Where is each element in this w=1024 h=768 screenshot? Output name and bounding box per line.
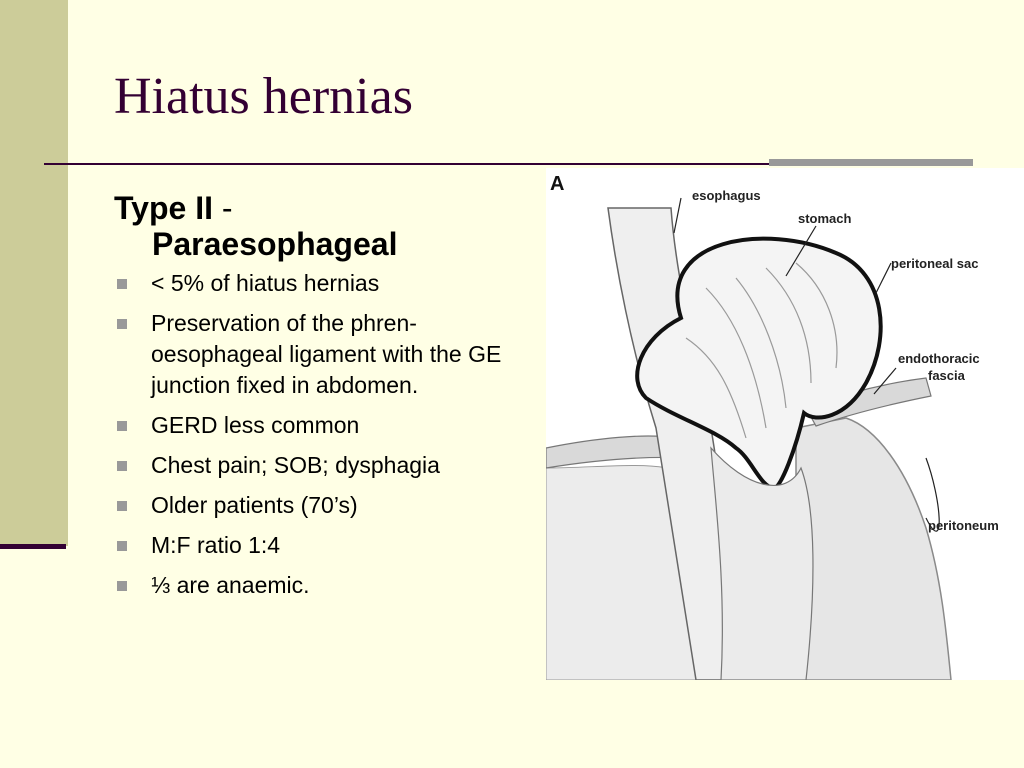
bullet-square-icon [117,501,127,511]
side-bar-line [0,544,66,549]
bullet-square-icon [117,279,127,289]
label-esophagus: esophagus [692,188,761,203]
heading-subtitle: Paraesophageal [152,226,398,262]
bullet-item [114,308,534,401]
bullet-square-icon [117,421,127,431]
bullet-square-icon [117,541,127,551]
bullet-text: Preservation of the phren-oesophageal ligament with the GE junction fixed in abdomen. [151,310,502,398]
bullet-square-icon [117,581,127,591]
bullet-text: M:F ratio 1:4 [151,532,281,558]
bullet-text: < 5% of hiatus hernias [151,270,380,296]
panel-letter: A [550,173,565,195]
side-bar [0,0,68,546]
slide-content [114,190,534,610]
title-rule-accent [769,159,973,166]
bullet-text: Chest pain; SOB; dysphagia [151,452,440,478]
peritoneum-wall [796,418,951,680]
bullet-square-icon [117,461,127,471]
section-heading [114,190,534,262]
leader-line [876,263,891,293]
label-stomach: stomach [798,211,852,226]
heading-type: Type II [114,190,213,226]
bullet-text: ⅓ are anaemic. [151,572,310,598]
label-endothoracic: endothoracic [898,351,980,366]
anatomy-illustration [546,168,1024,680]
bullet-square-icon [117,319,127,329]
bullet-item [114,570,534,601]
slide-title: Hiatus hernias [114,68,413,125]
hernia-diagram [546,168,1024,680]
label-fascia: fascia [928,368,965,383]
label-peritoneum: peritoneum [928,518,999,533]
label-peritoneal-sac: peritoneal sac [891,256,979,271]
bullet-item [114,490,534,521]
bullet-text: GERD less common [151,412,360,438]
bullet-item [114,530,534,561]
bullet-text: Older patients (70’s) [151,492,358,518]
bullet-item [114,450,534,481]
leader-line [674,198,681,233]
bullet-item [114,410,534,441]
bullet-list [114,268,534,601]
heading-separator: - [212,190,233,226]
bullet-item [114,268,534,299]
